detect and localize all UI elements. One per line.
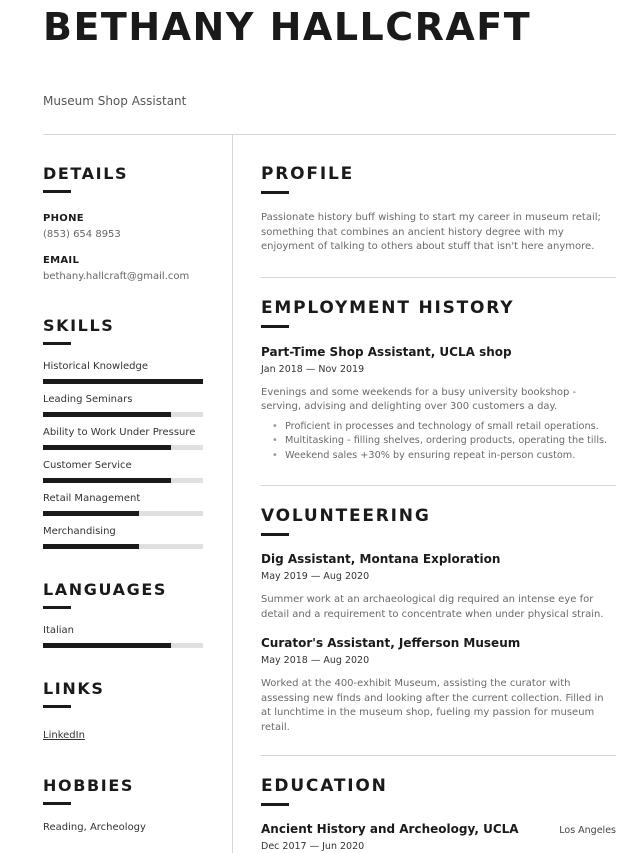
volunteer-entry-description: Worked at the 400-exhibit Museum, assisting the curator with assessing new finds and looking after the current collection. Filled in at lunchtime in the museum shop, fueling my passion for museum retail. [261,678,604,733]
skill-item [43,394,203,417]
bullet-item: • Multitasking - filling shelves, ordering products, operating the tills. [272,434,616,449]
skill-item [43,526,203,549]
bullet-item: • Weekend sales +30% by ensuring repeat in-person custom. [272,449,616,464]
heading-underline [261,191,289,194]
links-heading: LINKS [43,679,105,698]
skills-list [43,361,203,549]
education-entry [261,822,616,852]
skill-level-bar [43,379,203,384]
hobbies-text: Reading, Archeology [43,822,146,833]
skill-level-fill [43,511,139,516]
skill-item [43,361,203,384]
education-section [261,776,616,852]
linkedin-link[interactable]: LinkedIn [43,730,85,741]
heading-underline [43,342,71,345]
skill-name: Customer Service [43,460,132,471]
skill-name: Leading Seminars [43,394,133,405]
skill-level-fill [43,544,139,549]
skill-name: Merchandising [43,526,116,537]
skill-level-fill [43,478,171,483]
skill-item [43,460,203,483]
education-entry-title: Ancient History and Archeology, UCLA [261,822,519,836]
volunteering-heading: VOLUNTEERING [261,506,431,526]
phone-value: (853) 654 8953 [43,229,121,240]
skill-name: Historical Knowledge [43,361,148,372]
section-divider [261,485,616,486]
language-name: Italian [43,625,75,636]
volunteer-entry-title: Curator's Assistant, Jefferson Museum [261,636,521,650]
volunteer-entry [261,636,616,735]
skill-level-fill [43,412,171,417]
job-entry-dates: Jan 2018 — Nov 2019 [261,363,365,375]
job-entry [261,345,616,464]
left-column [43,164,203,833]
languages-section [43,580,203,648]
volunteer-entry-dates: May 2019 — Aug 2020 [261,571,370,582]
skill-level-bar [43,445,203,450]
header-divider [43,134,616,135]
skill-level-bar [43,511,203,516]
skill-level-bar [43,412,203,417]
skill-level-bar [43,478,203,483]
education-entry-dates: Dec 2017 — Jun 2020 [261,841,365,852]
languages-list [43,625,203,648]
skill-level-bar [43,544,203,549]
education-heading: EDUCATION [261,776,388,796]
skill-item [43,493,203,516]
section-divider [261,277,616,278]
skill-name: Ability to Work Under Pressure [43,427,196,438]
heading-underline [43,190,71,193]
language-level-fill [43,643,171,648]
hobbies-section [43,776,203,833]
volunteer-entry-description: Summer work at an archaeological dig required an intense eye for detail and a requirement to concentrate when under physical strain. [261,594,604,620]
skill-level-fill [43,379,203,384]
skill-name: Retail Management [43,493,141,504]
links-section [43,679,203,742]
column-divider [232,134,233,853]
heading-underline [43,606,71,609]
heading-underline [43,802,71,805]
heading-underline [261,803,289,806]
skills-heading: SKILLS [43,316,115,335]
skill-level-fill [43,445,171,450]
job-entry-title: Part-Time Shop Assistant, UCLA shop [261,344,512,359]
employment-section [261,298,616,464]
skill-item [43,427,203,450]
profile-section [261,164,616,255]
languages-heading: LANGUAGES [43,580,167,599]
email-label: EMAIL [43,255,80,266]
volunteering-section [261,506,616,735]
heading-underline [261,533,289,536]
heading-underline [261,325,289,328]
right-column [261,164,616,852]
bullet-item: • Proficient in processes and technology of small retail operations. [272,420,616,435]
heading-underline [43,705,71,708]
hobbies-heading: HOBBIES [43,776,134,795]
details-heading: DETAILS [43,164,129,183]
job-entry-description: Evenings and some weekends for a busy university bookshop - serving, advising and delighting over 300 customers a day. [261,386,577,412]
section-divider [261,755,616,756]
candidate-name: BETHANY HALLCRAFT [43,5,532,49]
volunteer-entry-dates: May 2018 — Aug 2020 [261,655,370,666]
language-item [43,625,203,648]
language-level-bar [43,643,203,648]
profile-heading: PROFILE [261,164,354,184]
profile-text: Passionate history buff wishing to start my career in museum retail; something that combines an ancient history degree with my enjoyment of talking to others about stuff that isn't here anymore. [261,212,601,252]
volunteer-entry-title: Dig Assistant, Montana Exploration [261,552,501,566]
employment-heading: EMPLOYMENT HISTORY [261,297,515,318]
skills-section [43,316,203,549]
volunteer-entry [261,552,616,622]
education-entry-location: Los Angeles [559,825,616,836]
job-title: Museum Shop Assistant [43,94,187,108]
details-section [43,164,203,282]
email-value: bethany.hallcraft@gmail.com [43,271,190,282]
phone-label: PHONE [43,213,84,224]
job-entry-bullets [272,420,616,464]
